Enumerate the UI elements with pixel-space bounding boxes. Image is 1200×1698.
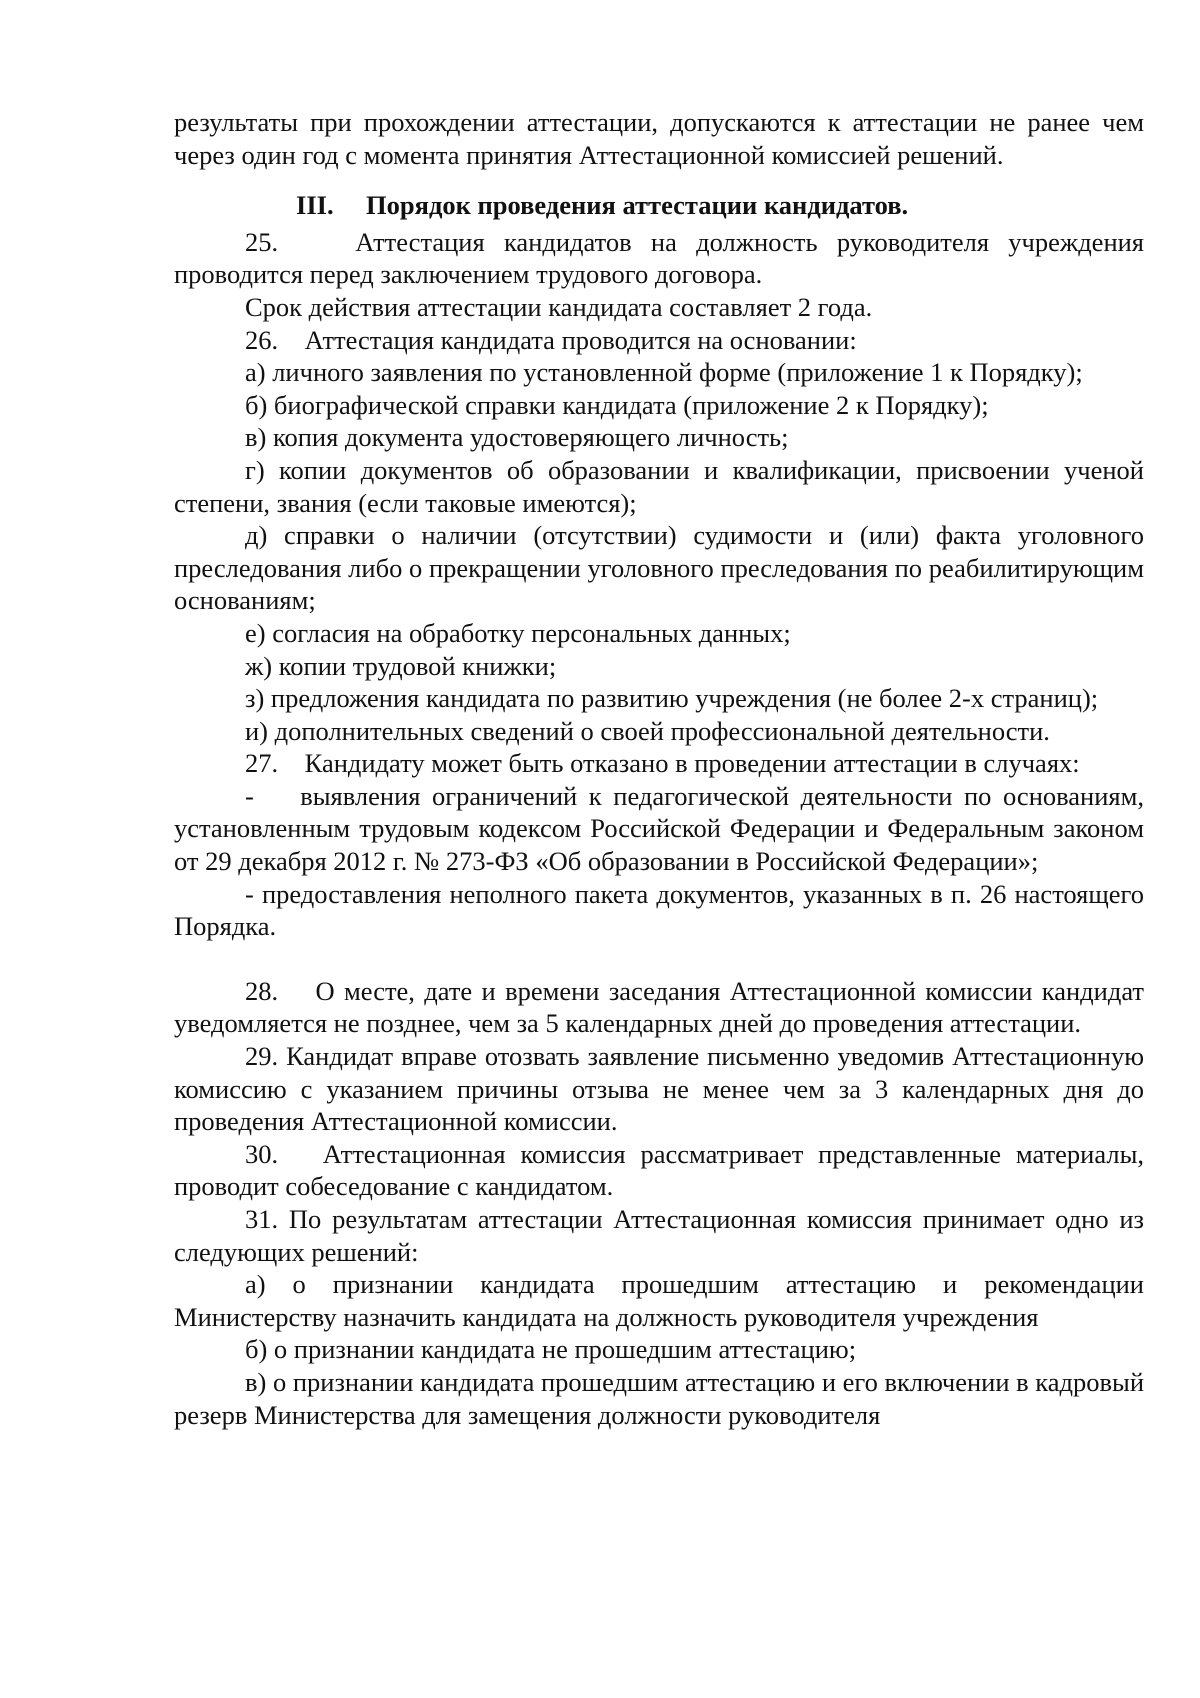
list-item-31a: а) о признании кандидата прошедшим аттестацию и рекомендации Министерству назначить кандидата на должность руководителя учреждения [174, 1269, 1144, 1332]
intro-paragraph: результаты при прохождении аттестации, допускаются к аттестации не ранее чем через один год с момента принятия Аттестационной комиссией решений. [174, 107, 1144, 170]
list-item-27b: - предоставления неполного пакета документов, указанных в п. 26 настоящего Порядка. [174, 878, 1144, 942]
list-item-26c: в) копия документа удостоверяющего личность; [245, 422, 789, 453]
list-item-26e: д) справки о наличии (отсутствии) судимости и (или) факта уголовного преследования либо о прекращении уголовного преследования по реабилитирующим основаниям; [174, 520, 1144, 616]
paragraph-28: 28. О месте, дате и времени заседания Аттестационной комиссии кандидат уведомляется не позднее, чем за 5 календарных дней до проведения аттестации. [174, 975, 1144, 1039]
paragraph-29: 29. Кандидат вправе отозвать заявление письменно уведомив Аттестационную комиссию с указанием причины отзыва не менее чем за 3 календарных дня до проведения Аттестационной комиссии. [174, 1041, 1144, 1137]
paragraph-31: 31. По результатам аттестации Аттестационная комиссия принимает одно из следующих решений: [174, 1204, 1144, 1267]
list-item-31b: б) о признании кандидата не прошедшим аттестацию; [245, 1334, 857, 1365]
list-item-26d: г) копии документов об образовании и квалификации, присвоении ученой степени, звания (если таковые имеются); [174, 454, 1144, 518]
list-item-26a: а) личного заявления по установленной форме (приложение 1 к Порядку); [245, 357, 1083, 388]
list-item-26i: и) дополнительных сведений о своей профессиональной деятельности. [245, 715, 1050, 746]
section-heading [174, 189, 1144, 222]
paragraph-30: 30. Аттестационная комиссия рассматривает представленные материалы, проводит собеседование с кандидатом. [174, 1138, 1144, 1202]
section-title: Порядок проведения аттестации кандидатов. [366, 190, 909, 221]
paragraph-27: 27. Кандидату может быть отказано в проведении аттестации в случаях: [245, 748, 1080, 779]
list-item-31c: в) о признании кандидата прошедшим аттестацию и его включении в кадровый резерв Министерства для замещения должности руководителя [174, 1366, 1144, 1430]
paragraph-25-term: Срок действия аттестации кандидата составляет 2 года. [245, 291, 873, 322]
list-item-26f: е) согласия на обработку персональных данных; [245, 617, 791, 648]
paragraph-26: 26. Аттестация кандидата проводится на основании: [245, 324, 857, 355]
document-body [174, 106, 1144, 1431]
list-item-26h: з) предложения кандидата по развитию учреждения (не более 2-х страниц); [245, 683, 1099, 714]
list-item-26g: ж) копии трудовой книжки; [245, 650, 557, 681]
paragraph-25: 25. Аттестация кандидатов на должность руководителя учреждения проводится перед заключением трудового договора. [174, 226, 1144, 290]
section-number: III. [296, 190, 334, 221]
list-item-26b: б) биографической справки кандидата (приложение 2 к Порядку); [245, 389, 989, 420]
list-item-27a: - выявления ограничений к педагогической деятельности по основаниям, установленным трудовым кодексом Российской Федерации и Федеральным законом от 29 декабря 2012 г. № 273-ФЗ «Об образовании в Российской Федерации»; [174, 780, 1144, 877]
